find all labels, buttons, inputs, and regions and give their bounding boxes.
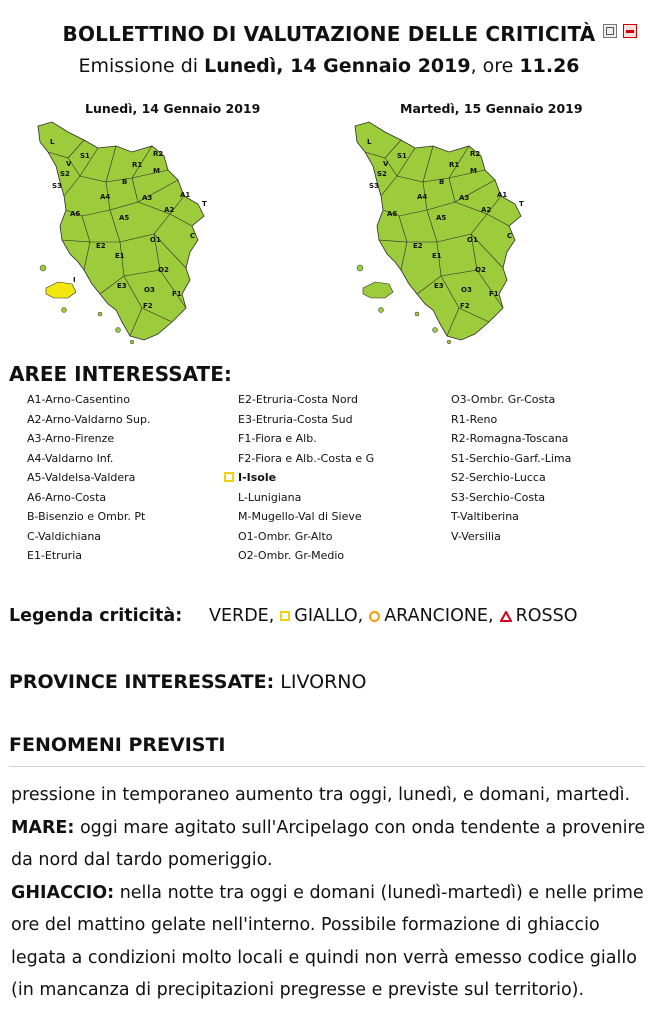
province-value: LIVORNO bbox=[280, 671, 367, 693]
emission-time: 11.26 bbox=[519, 55, 580, 77]
zone-label-B: B bbox=[439, 178, 445, 186]
area-item: M-Mugello-Val di Sieve bbox=[238, 510, 362, 523]
emission-mid: , ore bbox=[470, 55, 514, 77]
legend-rosso bbox=[500, 606, 578, 626]
zone-label-A3: A3 bbox=[459, 194, 470, 202]
zone-label-A1: A1 bbox=[497, 191, 508, 199]
areas-column-3 bbox=[451, 393, 571, 549]
pdf-icon[interactable] bbox=[623, 24, 637, 38]
zone-label-R2: R2 bbox=[153, 150, 164, 158]
zone-label-E1: E1 bbox=[432, 252, 442, 260]
legend-giallo-label: GIALLO, bbox=[294, 606, 364, 626]
zone-label-L: L bbox=[50, 138, 55, 146]
tuscany-map-monday[interactable] bbox=[20, 118, 220, 348]
legend-arancione bbox=[369, 606, 493, 626]
zone-label-C: C bbox=[190, 232, 196, 240]
zone-label-I: I bbox=[73, 276, 76, 284]
divider bbox=[9, 766, 645, 767]
area-item: A4-Valdarno Inf. bbox=[27, 451, 114, 465]
zone-label-A1: A1 bbox=[180, 191, 191, 199]
text-line: pressione in temporaneo aumento tra oggi, lunedì, e domani, martedì. bbox=[11, 785, 631, 805]
island-pianosa bbox=[62, 308, 67, 313]
text-line: ore del mattino gelate nell'interno. Possibile formazione di ghiaccio bbox=[11, 915, 600, 935]
zone-label-S2: S2 bbox=[377, 170, 387, 178]
area-item: C-Valdichiana bbox=[27, 529, 102, 543]
area-item: S1-Serchio-Garf.-Lima bbox=[451, 451, 572, 465]
area-item: E1-Etruria bbox=[27, 549, 82, 562]
zone-label-L: L bbox=[367, 138, 372, 146]
zone-label-E3: E3 bbox=[117, 282, 127, 290]
area-item: R2-Romagna-Toscana bbox=[451, 432, 569, 445]
area-item: B-Bisenzio e Ombr. Pt bbox=[27, 510, 146, 523]
zone-label-S3: S3 bbox=[52, 182, 62, 190]
zone-label-E3: E3 bbox=[434, 282, 444, 290]
area-item: A6-Arno-Costa bbox=[27, 490, 107, 504]
orange-circle-icon bbox=[369, 611, 380, 622]
area-item: S2-Serchio-Lucca bbox=[451, 471, 546, 484]
island-giglio bbox=[433, 328, 438, 333]
mare-text: oggi mare agitato sull'Arcipelago con onda tendente a provenire bbox=[74, 817, 646, 838]
zone-label-B: B bbox=[122, 178, 128, 186]
legend-rosso-label: ROSSO bbox=[515, 606, 578, 626]
legend-verde-label: VERDE, bbox=[209, 606, 275, 626]
zone-label-S1: S1 bbox=[80, 152, 90, 160]
area-item: V-Versilia bbox=[451, 529, 501, 543]
legend-arancione-label: ARANCIONE, bbox=[384, 606, 494, 626]
zone-label-E2: E2 bbox=[413, 242, 423, 250]
area-item: L-Lunigiana bbox=[238, 490, 302, 504]
island-elba bbox=[46, 282, 76, 298]
zone-label-A4: A4 bbox=[100, 193, 111, 201]
top-toolbar bbox=[603, 24, 637, 38]
area-item: O3-Ombr. Gr-Costa bbox=[451, 393, 556, 406]
area-item: A3-Arno-Firenze bbox=[27, 432, 115, 445]
island-elba bbox=[363, 282, 393, 298]
map-date-tuesday: Martedì, 15 Gennaio 2019 bbox=[400, 101, 583, 116]
island-giannutri bbox=[447, 340, 451, 344]
legend-verde bbox=[209, 606, 274, 626]
area-item: O1-Ombr. Gr-Alto bbox=[238, 529, 333, 543]
area-item: R1-Reno bbox=[451, 412, 498, 426]
area-item: A1-Arno-Casentino bbox=[27, 393, 130, 406]
area-item: A5-Valdelsa-Valdera bbox=[27, 471, 136, 484]
legend-giallo bbox=[280, 606, 363, 626]
zone-label-A6: A6 bbox=[387, 210, 398, 218]
text-line: (in mancanza di precipitazioni pregresse e previste sul territorio). bbox=[11, 980, 585, 1000]
zone-label-O1: O1 bbox=[150, 236, 161, 244]
emission-prefix: Emissione di bbox=[78, 55, 199, 77]
areas-heading: AREE INTERESSATE: bbox=[9, 362, 232, 386]
island-capraia bbox=[357, 265, 363, 271]
zone-label-V: V bbox=[66, 160, 72, 168]
areas-column-2 bbox=[238, 393, 374, 569]
text-line bbox=[11, 877, 651, 910]
zone-label-S1: S1 bbox=[397, 152, 407, 160]
area-item: F2-Fiora e Alb.-Costa e G bbox=[238, 451, 375, 465]
text-line: legata a condizioni molto locali e quindi non verrà emesso codice giallo bbox=[11, 947, 637, 968]
island-capraia bbox=[40, 265, 46, 271]
ghiaccio-text: nella notte tra oggi e domani (lunedì-martedì) e nelle prime bbox=[114, 882, 644, 903]
zone-label-O3: O3 bbox=[144, 286, 155, 294]
zone-label-M: M bbox=[153, 167, 160, 175]
area-item: E3-Etruria-Costa Sud bbox=[238, 412, 353, 426]
mare-label: MARE: bbox=[11, 817, 75, 838]
legend-label: Legenda criticità: bbox=[9, 606, 183, 626]
island-montecristo bbox=[98, 312, 102, 316]
zone-label-T: T bbox=[519, 200, 524, 208]
zone-label-F1: F1 bbox=[172, 290, 182, 298]
island-montecristo bbox=[415, 312, 419, 316]
area-item: F1-Fiora e Alb. bbox=[238, 432, 317, 445]
zone-label-T: T bbox=[202, 200, 207, 208]
zone-label-S3: S3 bbox=[369, 182, 379, 190]
island-giannutri bbox=[130, 340, 134, 344]
zone-label-F1: F1 bbox=[489, 290, 499, 298]
zone-label-E2: E2 bbox=[96, 242, 106, 250]
zone-label-A4: A4 bbox=[417, 193, 428, 201]
province-line bbox=[9, 671, 366, 693]
zone-label-M: M bbox=[470, 167, 477, 175]
bulletin-title: BOLLETTINO DI VALUTAZIONE DELLE CRITICITÀ bbox=[62, 22, 596, 46]
yellow-square-icon bbox=[280, 611, 290, 621]
zone-label-R1: R1 bbox=[132, 161, 143, 169]
island-giglio bbox=[116, 328, 121, 333]
phenomena-heading: FENOMENI PREVISTI bbox=[9, 734, 226, 756]
zone-label-O1: O1 bbox=[467, 236, 478, 244]
region-mainland bbox=[38, 122, 204, 340]
yellow-alert-icon bbox=[224, 472, 234, 482]
area-item-isole bbox=[238, 471, 374, 491]
region-mainland bbox=[355, 122, 521, 340]
area-item: O2-Ombr. Gr-Medio bbox=[238, 549, 345, 562]
area-item: A2-Arno-Valdarno Sup. bbox=[27, 412, 151, 426]
map-date-monday: Lunedì, 14 Gennaio 2019 bbox=[85, 101, 261, 116]
ghiaccio-label: GHIACCIO: bbox=[11, 882, 115, 903]
zone-label-R1: R1 bbox=[449, 161, 460, 169]
zone-label-C: C bbox=[507, 232, 513, 240]
zone-label-A6: A6 bbox=[70, 210, 81, 218]
province-label: PROVINCE INTERESSATE: bbox=[9, 671, 275, 693]
zone-label-R2: R2 bbox=[470, 150, 481, 158]
text-line bbox=[11, 812, 651, 845]
red-triangle-icon bbox=[500, 611, 512, 622]
areas-column-1 bbox=[27, 393, 151, 569]
area-item: T-Valtiberina bbox=[451, 510, 519, 523]
emission-date: Lunedì, 14 Gennaio 2019 bbox=[204, 55, 471, 77]
zone-label-O2: O2 bbox=[475, 266, 486, 274]
area-item: E2-Etruria-Costa Nord bbox=[238, 393, 358, 406]
island-pianosa bbox=[379, 308, 384, 313]
print-icon[interactable] bbox=[603, 24, 617, 38]
zone-label-E1: E1 bbox=[115, 252, 125, 260]
zone-label-O2: O2 bbox=[158, 266, 169, 274]
zone-label-A5: A5 bbox=[119, 214, 130, 222]
legend bbox=[9, 606, 584, 626]
emission-line bbox=[0, 55, 658, 77]
area-item: S3-Serchio-Costa bbox=[451, 490, 546, 504]
zone-label-V: V bbox=[383, 160, 389, 168]
text-line: da nord dal tardo pomeriggio. bbox=[11, 850, 273, 870]
phenomena-text bbox=[11, 779, 651, 1007]
zone-label-A2: A2 bbox=[164, 206, 175, 214]
zone-label-F2: F2 bbox=[460, 302, 470, 310]
area-item-label: I-Isole bbox=[238, 471, 277, 484]
zone-label-F2: F2 bbox=[143, 302, 153, 310]
zone-label-A3: A3 bbox=[142, 194, 153, 202]
zone-label-S2: S2 bbox=[60, 170, 70, 178]
tuscany-map-tuesday[interactable] bbox=[337, 118, 537, 348]
zone-label-O3: O3 bbox=[461, 286, 472, 294]
zone-label-A5: A5 bbox=[436, 214, 447, 222]
zone-label-A2: A2 bbox=[481, 206, 492, 214]
